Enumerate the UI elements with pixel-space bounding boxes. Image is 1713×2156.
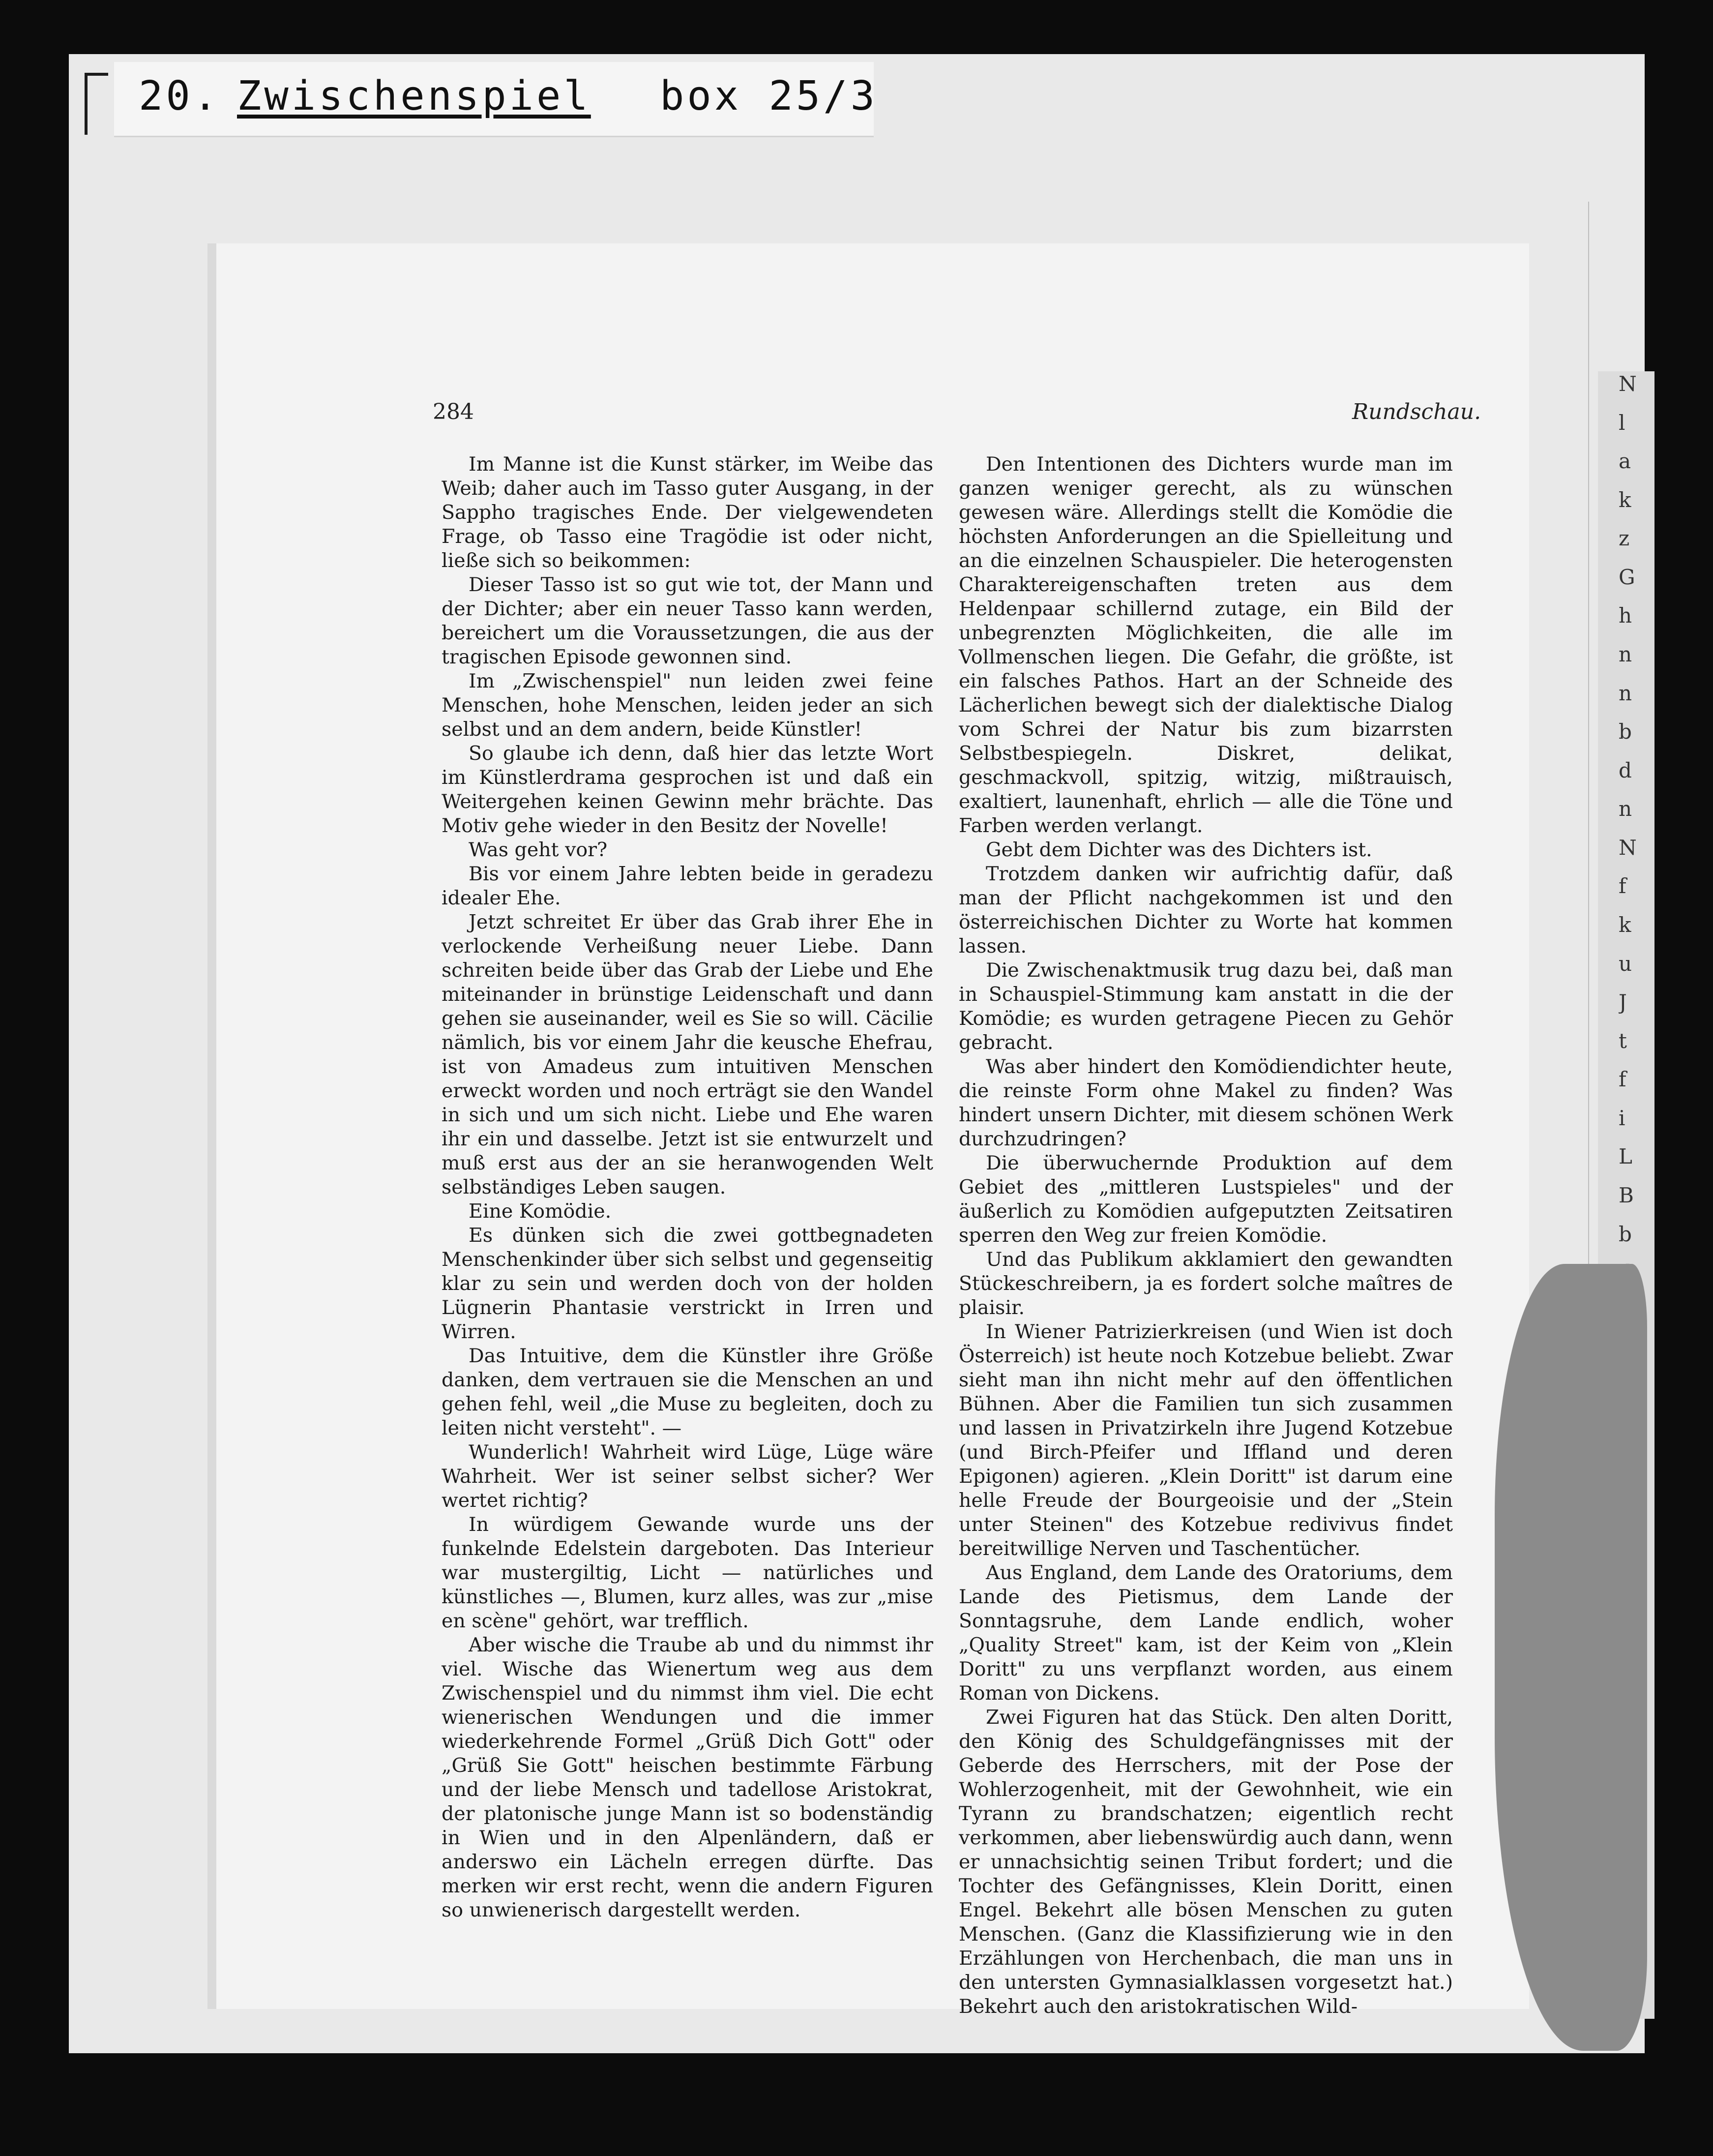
edge-fragment: n (1619, 681, 1632, 705)
paragraph: Wunderlich! Wahrheit wird Lüge, Lüge wäre Wahrheit. Wer ist seiner selbst sicher? Wer wertet richtig? (442, 1441, 933, 1512)
edge-fragment: h (1619, 603, 1632, 628)
paragraph: Das Intuitive, dem die Künstler ihre Größe danken, dem vertrauen sie die Menschen an und gehen fehl, weil „die Muse zu begleiten, doch zu leiten nicht versteht". — (442, 1345, 933, 1439)
paragraph: Gebt dem Dichter was des Dichters ist. (986, 838, 1372, 861)
paragraph: Aber wische die Traube ab und du nimmst ihr viel. Wische das Wienertum weg aus dem Zwischenspiel und du nimmst ihm viel. Die echt wienerischen Wendungen und die immer wiederkehrende Formel „Grüß Dich Gott" oder „Grüß Sie Gott" heischen bestimmte Färbung und der liebe Mensch und tadellose Aristokrat, der platonische junge Mann ist so bodenständig in Wien und in den Alpenländern, daß er anderswo ein Lächeln erregen dürfte. Das merken wir erst recht, wenn die andern Figuren so unwienerisch dargestellt werden. (442, 1634, 933, 1921)
edge-fragment: N (1619, 372, 1637, 396)
edge-fragment: d (1619, 758, 1632, 782)
paragraph: Zwei Figuren hat das Stück. Den alten Doritt, den König des Schuldgefängnisses mit der Geberde des Herrschers, mit der Pose der Wohlerzogenheit, mit der Gewohnheit, wie ein Tyrann zu brandschatzen; eigentlich recht verkommen, aber liebenswürdig auch dann, wenn er unnachsichtig seinen Tribut fordert; und die Tochter des Gefängnisses, Klein Doritt, einen Engel. Bekehrt alle bösen Menschen zu guten Menschen. (Ganz die Klassifizierung wie in den Erzählungen von Herchenbach, die man uns in den untersten Gymnasialklassen vorgesetzt hat.) Bekehrt auch den aristokratischen Wild- (959, 1706, 1453, 2018)
paragraph: Es dünken sich die zwei gottbegnadeten Menschenkinder über sich selbst und gegenseitig klar zu sein und werden doch von der holden Lügnerin Phantasie verstrickt in Irren und Wirren. (442, 1224, 933, 1343)
paragraph: Aus England, dem Lande des Oratoriums, dem Lande des Pietismus, dem Lande der Sonntagsruhe, dem Lande endlich, woher „Quality Street" kam, ist der Keim von „Klein Doritt" zu uns verpflanzt worden, aus einem Roman von Dickens. (959, 1561, 1453, 1705)
paragraph: Im „Zwischenspiel" nun leiden zwei feine Menschen, hohe Menschen, leiden jeder an sich selbst und an dem andern, beide Künstler! (442, 670, 933, 741)
paragraph: Trotzdem danken wir aufrichtig dafür, daß man der Pflicht nachgekommen ist und den österreichischen Dichter zu Worte hat kommen lassen. (959, 863, 1453, 958)
edge-fragment: L (1619, 1144, 1632, 1168)
edge-fragment: u (1619, 952, 1632, 976)
label-folder-number: 20. (139, 73, 221, 120)
water-stain (1495, 1264, 1647, 2051)
paragraph: Die Zwischenaktmusik trug dazu bei, daß man in Schauspiel-Stimmung kam anstatt in die der Komödie; es wurden getragene Piecen zu Gehör gebracht. (959, 959, 1453, 1054)
edge-fragment: z (1619, 526, 1630, 550)
label-title: Zwischenspiel (237, 73, 591, 120)
edge-fragment: b (1619, 1222, 1632, 1246)
paragraph: Und das Publikum akklamiert den gewandten Stückeschreibern, ja es fordert solche maîtres de plaisir. (959, 1248, 1453, 1319)
paragraph: Die überwuchernde Produktion auf dem Gebiet des „mittleren Lustspieles" und der äußerlich zu Komödien aufgeputzten Zeitsatiren sperren den Weg zur freien Komödie. (959, 1152, 1453, 1247)
edge-fragment: k (1619, 913, 1631, 937)
paragraph: So glaube ich denn, daß hier das letzte Wort im Künstlerdrama gesprochen ist und daß ein Weitergehen keinen Gewinn mehr brächte. Das Motiv gehe wieder in den Besitz der Novelle! (442, 742, 933, 837)
edge-fragment: t (1619, 1029, 1627, 1053)
paragraph: In Wiener Patrizierkreisen (und Wien ist doch Österreich) ist heute noch Kotzebue beliebt. Zwar sieht man ihn nicht mehr auf den öffentlichen Bühnen. Aber die Familien tun sich zusammen und lassen in Privatzirkeln ihre Jugend Kotzebue (und Birch-Pfeifer und Iffland und deren Epigonen) agieren. „Klein Doritt" ist darum eine helle Freude der Bourgeoisie und der „Stein unter Steinen" des Kotzebue redivivus findet bereitwillige Nerven und Taschentücher. (959, 1320, 1453, 1560)
running-head: Rundschau. (1352, 399, 1481, 424)
paragraph: Den Intentionen des Dichters wurde man im ganzen weniger gerecht, als zu wünschen gewesen wäre. Allerdings stellt die Komödie die höchsten Anforderungen an die Spielleitung und an die einzelnen Schauspieler. Die heterogensten Charaktereigenschaften treten aus dem Heldenpaar schillernd zutage, ein Bild der unbegrenzten Möglichkeiten, die alle im Vollmenschen liegen. Die Gefahr, die größte, ist ein falsches Pathos. Hart an der Schneide des Lächerlichen bewegt sich der dialektische Dialog vom Schrei der Natur bis zum bizarrsten Selbstbespiegeln. Diskret, delikat, geschmackvoll, spitzig, witzig, mißtrauisch, exaltiert, launenhaft, ehrlich — alle die Töne und Farben werden verlangt. (959, 453, 1453, 837)
edge-fragment: N (1619, 836, 1637, 860)
paragraph: Bis vor einem Jahre lebten beide in geradezu idealer Ehe. (442, 863, 933, 909)
paragraph: In würdigem Gewande wurde uns der funkelnde Edelstein dargeboten. Das Interieur war mustergiltig, Licht — natürliches und künstliches —, Blumen, kurz alles, was zur „mise en scène" gehört, war trefflich. (442, 1513, 933, 1632)
edge-fragment: k (1619, 488, 1631, 512)
page-number: 284 (433, 399, 474, 424)
edge-fragment: G (1619, 565, 1635, 589)
corner-bracket-mark (85, 73, 108, 135)
paragraph: Was geht vor? (469, 838, 608, 861)
label-box-number: box 25/3 (660, 73, 878, 120)
paragraph: Was aber hindert den Komödiendichter heute, die reinste Form ohne Makel zu finden? Was hindert unsern Dichter, mit diesem schönen Werk durchzudringen? (959, 1055, 1453, 1150)
edge-fragment: a (1619, 449, 1631, 473)
edge-fragment: n (1619, 797, 1632, 821)
edge-fragment: b (1619, 719, 1632, 744)
edge-fragment: n (1619, 642, 1632, 666)
edge-fragment: f (1619, 1067, 1626, 1091)
edge-fragment: l (1619, 411, 1625, 435)
paragraph: Jetzt schreitet Er über das Grab ihrer Ehe in verlockende Verheißung neuer Liebe. Dann schreiten beide über das Grab der Liebe und Ehe miteinander in brünstige Leidenschaft und dann gehen sie auseinander, weil es Sie so will. Cäcilie nämlich, bis vor einem Jahr die keusche Ehefrau, ist von Amadeus zum intuitiven Menschen erweckt worden und noch erträgt sie den Wandel in sich und um sich nicht. Liebe und Ehe waren ihr ein und dasselbe. Jetzt ist sie entwurzelt und muß erst aus der an sie heranwogenden Welt selbständiges Leben saugen. (442, 911, 933, 1198)
edge-fragment: J (1619, 990, 1627, 1014)
left-text-column (442, 452, 933, 1922)
edge-fragment: i (1619, 1106, 1625, 1130)
archive-label (114, 62, 878, 137)
paragraph: Dieser Tasso ist so gut wie tot, der Mann und der Dichter; aber ein neuer Tasso kann werden, bereichert um die Voraussetzungen, die aus der tragischen Episode gewonnen sind. (442, 573, 933, 668)
edge-fragment: f (1619, 874, 1626, 898)
paragraph: Eine Komödie. (469, 1200, 612, 1223)
paragraph: Im Manne ist die Kunst stärker, im Weibe das Weib; daher auch im Tasso guter Ausgang, in der Sappho tragisches Ende. Der vielgewendeten Frage, ob Tasso eine Tragödie ist oder nicht, ließe sich so beikommen: (442, 453, 933, 572)
edge-fragment: B (1619, 1183, 1634, 1207)
right-text-column (959, 452, 1453, 2019)
